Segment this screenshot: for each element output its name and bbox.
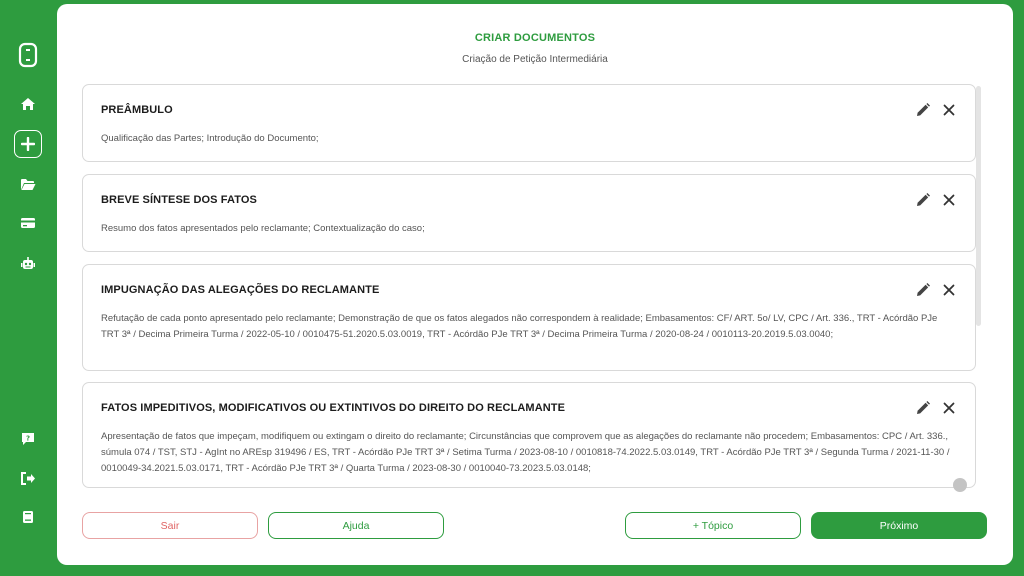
- topic-card: [82, 264, 976, 371]
- card-icon[interactable]: [14, 209, 42, 237]
- logo-icon[interactable]: [14, 41, 42, 69]
- page-title: CRIAR DOCUMENTOS: [474, 32, 596, 44]
- topic-description: Qualificação das Partes; Introdução do Documento;: [101, 133, 319, 144]
- exit-button[interactable]: Sair: [82, 512, 258, 539]
- close-icon[interactable]: [941, 192, 957, 208]
- scroll-indicator[interactable]: [953, 478, 967, 492]
- close-icon[interactable]: [941, 102, 957, 118]
- add-icon[interactable]: [14, 130, 42, 158]
- robot-icon[interactable]: [14, 250, 42, 278]
- topics-list[interactable]: [82, 84, 982, 494]
- close-icon[interactable]: [941, 400, 957, 416]
- topic-title: PREÂMBULO: [101, 104, 173, 116]
- topic-title: FATOS IMPEDITIVOS, MODIFICATIVOS OU EXTINTIVOS DO DIREITO DO RECLAMANTE: [101, 402, 566, 414]
- close-icon[interactable]: [941, 282, 957, 298]
- pencil-icon[interactable]: [915, 400, 931, 416]
- logout-icon[interactable]: [14, 464, 42, 492]
- sidebar: [0, 0, 57, 576]
- help-button[interactable]: Ajuda: [268, 512, 444, 539]
- topic-card: [82, 84, 976, 162]
- main-panel: [57, 4, 1013, 565]
- page-subtitle: Criação de Petição Intermediária: [462, 54, 608, 65]
- svg-text:?: ?: [25, 434, 31, 443]
- add-topic-button[interactable]: + Tópico: [625, 512, 801, 539]
- topic-title: IMPUGNAÇÃO DAS ALEGAÇÕES DO RECLAMANTE: [101, 284, 380, 296]
- pencil-icon[interactable]: [915, 102, 931, 118]
- book-icon[interactable]: [14, 503, 42, 531]
- scrollbar[interactable]: [976, 86, 981, 486]
- topic-description: Apresentação de fatos que impeçam, modifiquem ou extingam o direito do reclamante; Circunstâncias que comprovem que as alegações do reclamante não procedem; Embasamentos: CPC / Art. 336., súmula 074 / TST, STJ - AgInt no AREsp 319496 / ES, TRT - Acórdão PJe TRT 3ª / Setima Turma / 2023-08-10 / 0010818-74.2022.5.03.0149, TRT - Acórdão PJe TRT 3ª / Segunda Turma / 2021-11-30 / 0010049-34.2021.5.03.0171, TRT - Acórdão PJe TRT 3ª / Quarta Turma / 2023-08-30 / 0010040-73.2023.5.03.0148;: [101, 431, 950, 474]
- pencil-icon[interactable]: [915, 282, 931, 298]
- topic-card: [82, 382, 976, 488]
- help-icon[interactable]: [14, 425, 42, 453]
- topic-title: BREVE SÍNTESE DOS FATOS: [101, 194, 257, 206]
- topic-card: [82, 174, 976, 252]
- topic-description: Refutação de cada ponto apresentado pelo reclamante; Demonstração de que os fatos alegados não correspondem à realidade; Embasamentos: CF/ ART. 5o/ LV, CPC / Art. 336., TRT - Acórdão PJe TRT 3ª / Decima Primeira Turma / 2022-05-10 / 0010475-51.2020.5.03.0019, TRT - Acórdão PJe TRT 3ª / Decima Primeira Turma / 2020-08-24 / 0010113-20.2019.5.03.0040;: [101, 313, 938, 340]
- pencil-icon[interactable]: [915, 192, 931, 208]
- home-icon[interactable]: [14, 90, 42, 118]
- folder-icon[interactable]: [14, 170, 42, 198]
- next-button[interactable]: Próximo: [811, 512, 987, 539]
- topic-description: Resumo dos fatos apresentados pelo reclamante; Contextualização do caso;: [101, 223, 425, 234]
- scrollbar-thumb[interactable]: [976, 86, 981, 326]
